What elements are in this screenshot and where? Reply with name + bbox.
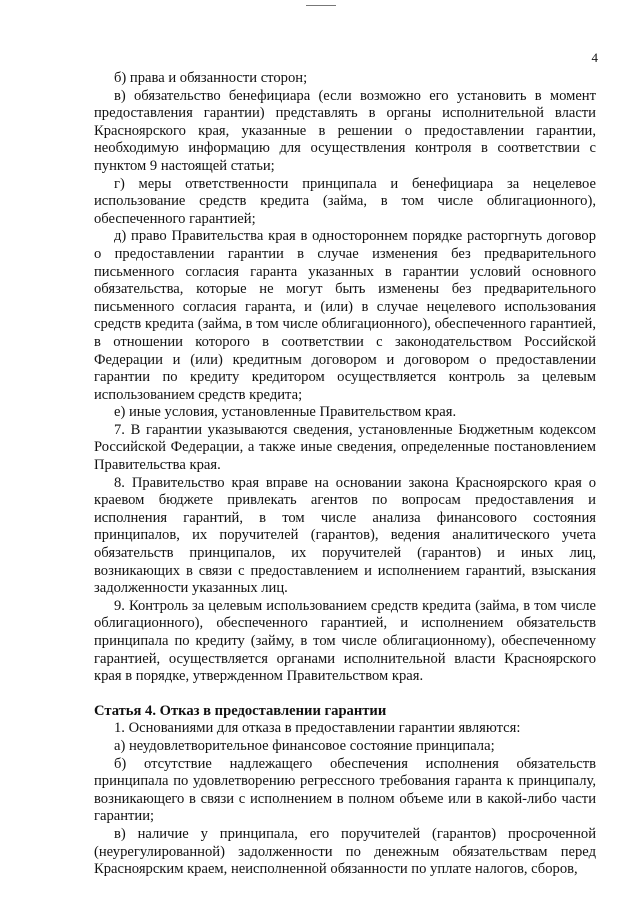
page-number: 4 [591,50,598,65]
paragraph-9: 9. Контроль за целевым использованием средств кредита (займа, в том числе облигационного), обеспеченного гарантией, и исполнением обязательств принципала по кредиту (займу, в том числе облигационному), обеспеченному гарантией, осуществляется органами исполнительной власти Красноярского края в порядке, утвержденном Правительством края. [94,597,596,685]
top-scan-mark [306,5,336,6]
article-item-v: в) наличие у принципала, его поручителей (гарантов) просроченной (неурегулированной) задолженности по денежным обязательствам перед Красноярским краем, неисполненной обязанности по уплате налогов, сборов, [94,825,596,878]
article-heading: Статья 4. Отказ в предоставлении гарантии [94,702,387,719]
paragraph-e: е) иные условия, установленные Правительством края. [114,404,457,421]
article-item-1: 1. Основаниями для отказа в предоставлении гарантии являются: [114,720,521,737]
document-body [94,70,596,879]
paragraph-d: д) право Правительства края в одностороннем порядке расторгнуть договор о предоставлении гарантии в случае изменения без предварительного письменного согласия гаранта указанных в гарантии условий основного обязательства, которые не могут быть изменены без предварительного письменного согласия гаранта, и (или) в случае нецелевого использования средств кредита (займа, в том числе облигационного), обеспеченного гарантией, в отношении которого в соответствии с законодательством Российской Федерации и (или) кредитным договором и договором о предоставлении гарантии по кредиту кредитором осуществляется контроль за целевым использованием средств кредита; [94,228,596,403]
paragraph-b: б) права и обязанности сторон; [114,70,308,86]
article-item-b: б) отсутствие надлежащего обеспечения исполнения обязательств принципала по удовлетворению регрессного требования гаранта к принципалу, возникающего в связи с исполнением в полном объеме или в какой-либо части гарантии; [94,755,596,825]
paragraph-8: 8. Правительство края вправе на основании закона Красноярского края о краевом бюджете привлекать агентов по вопросам предоставления и исполнения гарантий, в том числе анализа финансового состояния принципалов, их поручителей (гарантов), ведения аналитического учета обязательств принципалов, их поручителей (гарантов) и иных лиц, возникающих в связи с предоставлением и исполнением гарантий, взыскания задолженности указанных лиц. [94,474,596,597]
paragraph-7: 7. В гарантии указываются сведения, установленные Бюджетным кодексом Российской Федерации, а также иные сведения, определенные постановлением Правительства края. [94,421,596,474]
article-item-a: а) неудовлетворительное финансовое состояние принципала; [114,737,495,754]
paragraph-v: в) обязательство бенефициара (если возможно его установить в момент предоставления гарантии) представлять в органы исполнительной власти Красноярского края, указанные в решении о предоставлении гарантии, необходимую информацию для осуществления контроля в соответствии с пунктом 9 настоящей статьи; [94,87,596,174]
paragraph-g: г) меры ответственности принципала и бенефициара за нецелевое использование средств кредита (займа, в том числе облигационного), обеспеченного гарантией; [94,175,596,227]
